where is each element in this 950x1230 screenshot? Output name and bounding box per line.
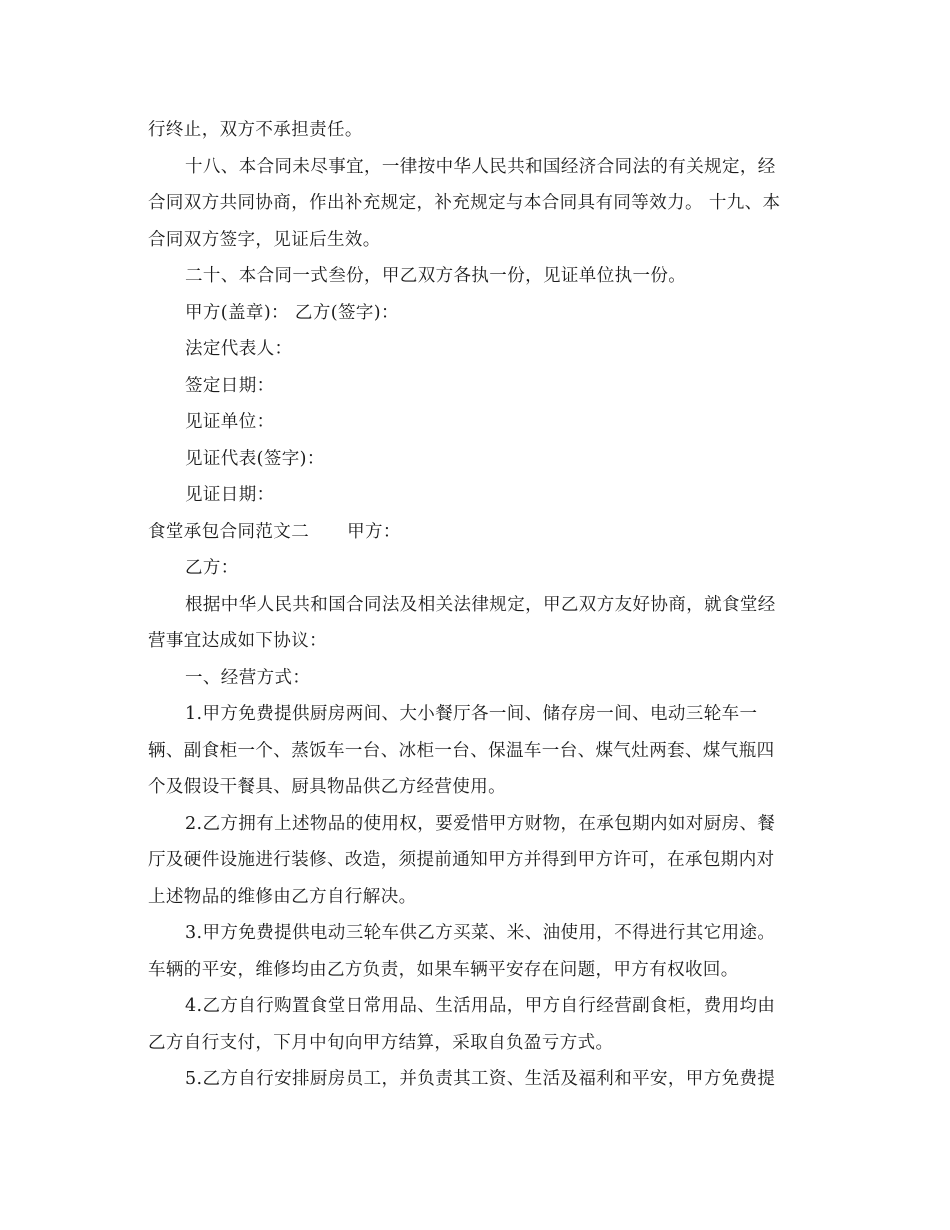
legal-representative-line: 法定代表人： — [185, 339, 293, 359]
item-4-line-1: 4.乙方自行购置食堂日常用品、生活用品，甲方自行经营副食柜，费用均由 — [185, 996, 776, 1016]
clause-19-line: 合同双方签字，见证后生效。 — [148, 229, 381, 250]
witness-date-line: 见证日期： — [185, 485, 275, 505]
witness-unit-line: 见证单位： — [185, 412, 275, 432]
item-2-line-3: 上述物品的维修由乙方自行解决。 — [148, 886, 417, 907]
preamble-line-2: 营事宜达成如下协议： — [148, 631, 327, 651]
signing-date-line: 签定日期： — [185, 375, 275, 396]
party-a-label: 甲方： — [347, 521, 401, 542]
document-page — [148, 112, 808, 1098]
heading-operation-mode: 一、经营方式： — [185, 667, 311, 688]
item-1-line-3: 个及假设干餐具、厨具物品供乙方经营使用。 — [148, 777, 506, 797]
section-title-line — [148, 514, 808, 551]
item-1-line-2: 辆、副食柜一个、蒸饭车一台、冰柜一台、保温车一台、煤气灶两套、煤气瓶四 — [148, 740, 775, 761]
item-3-line-1: 3.甲方免费提供电动三轮车供乙方买菜、米、油使用，不得进行其它用途。 — [185, 923, 776, 943]
witness-representative-line: 见证代表(签字)： — [185, 448, 325, 469]
item-2-line-2: 厅及硬件设施进行装修、改造，须提前通知甲方并得到甲方许可，在承包期内对 — [148, 850, 775, 870]
item-1-line-1: 1.甲方免费提供厨房两间、大小餐厅各一间、储存房一间、电动三轮车一 — [185, 704, 758, 724]
item-3-line-2: 车辆的平安，维修均由乙方负责，如果车辆平安存在问题，甲方有权收回。 — [148, 959, 739, 980]
item-5-line-1: 5.乙方自行安排厨房员工，并负责其工资、生活及福利和平安，甲方免费提 — [185, 1069, 776, 1089]
preamble-line-1: 根据中华人民共和国合同法及相关法律规定，甲乙双方友好协商，就食堂经 — [185, 594, 776, 615]
signature-party-line: 甲方(盖章)： 乙方(签字)： — [185, 302, 399, 323]
clause-18-line-1: 十八、本合同未尽事宜，一律按中华人民共和国经济合同法的有关规定，经 — [185, 156, 776, 177]
party-b-label: 乙方： — [185, 558, 239, 578]
text-line: 行终止，双方不承担责任。 — [148, 120, 363, 140]
clause-20-line: 二十、本合同一式叁份，甲乙双方各执一份，见证单位执一份。 — [185, 266, 687, 286]
clause-18-line-2: 合同双方共同协商，作出补充规定，补充规定与本合同具有同等效力。 十九、本 — [148, 193, 781, 213]
section-title: 食堂承包合同范文二 — [148, 521, 310, 542]
item-2-line-1: 2.乙方拥有上述物品的使用权，要爱惜甲方财物，在承包期内如对厨房、餐 — [185, 813, 776, 834]
item-4-line-2: 乙方自行支付，下月中旬向甲方结算，采取自负盈亏方式。 — [148, 1032, 614, 1053]
